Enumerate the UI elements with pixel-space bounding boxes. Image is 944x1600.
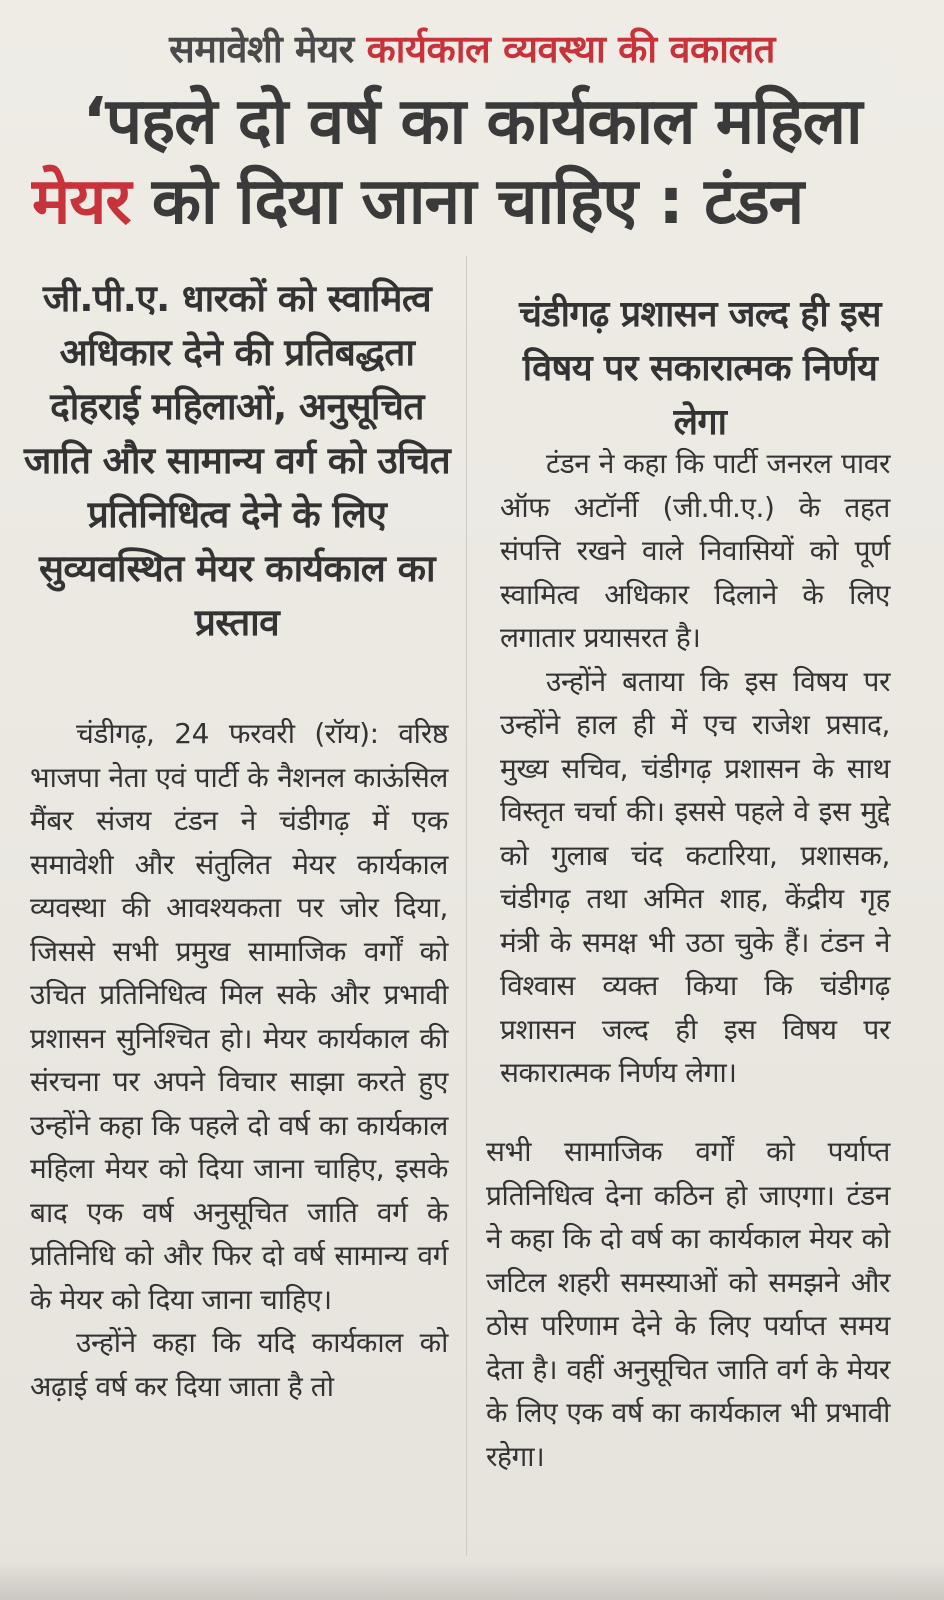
kicker-part-2: कार्यकाल व्यवस्था की वकालत — [366, 27, 775, 71]
right-paragraph-2: उन्होंने बताया कि इस विषय पर उन्होंने हाल ही में एच राजेश प्रसाद, मुख्य सचिव, चंडीगढ़ प्रशासन के साथ विस्तृत चर्चा की। इससे पहले वे इस मुद्दे को गुलाब चंद कटारिया, प्रशासक, चंडीगढ़ तथा अमित शाह, केंद्रीय गृह मंत्री के समक्ष भी उठा चुके हैं। टंडन ने विश्वास व्यक्त किया कि चंडीगढ़ प्रशासन जल्द ही इस विषय पर सकारात्मक निर्णय लेगा। — [500, 664, 890, 1089]
column-divider — [466, 256, 467, 1556]
deck-subheadline: जी.पी.ए. धारकों को स्वामित्व अधिकार देने की प्रतिबद्धता दोहराई महिलाओं, अनुसूचित जाति और सामान्य वर्ग को उचित प्रतिनिधित्व देने के लिए सुव्यवस्थित मेयर कार्यकाल का प्रस्ताव — [23, 277, 451, 644]
headline-line-1: ‘पहले दो वर्ष का कार्यकाल महिला — [82, 85, 862, 159]
headline-line-2 — [20, 165, 936, 239]
kicker-line — [0, 22, 944, 74]
right-subheadline: चंडीगढ़ प्रशासन जल्द ही इस विषय पर सकारात्मक निर्णय लेगा — [519, 294, 881, 443]
right-column-body-top — [500, 442, 890, 1095]
right-column-body-bottom — [486, 1130, 890, 1478]
left-column-body — [30, 712, 448, 1408]
left-paragraph-2: उन्होंने कहा कि यदि कार्यकाल को अढ़ाई वर्ष कर दिया जाता है तो — [30, 1326, 448, 1403]
bottom-edge-shadow — [0, 1560, 944, 1600]
left-paragraph-1: चंडीगढ़, 24 फरवरी (रॉय): वरिष्ठ भाजपा नेता एवं पार्टी के नैशनल काऊंसिल मैंबर संजय टंडन ने चंडीगढ़ में एक समावेशी और संतुलित मेयर कार्यकाल व्यवस्था की आवश्यकता पर जोर दिया, जिससे सभी प्रमुख सामाजिक वर्गों को उचित प्रतिनिधित्व मिल सके और प्रभावी प्रशासन सुनिश्चित हो। मेयर कार्यकाल की संरचना पर अपने विचार साझा करते हुए उन्होंने कहा कि पहले दो वर्ष का कार्यकाल महिला मेयर को दिया जाना चाहिए, इसके बाद एक वर्ष अनुसूचित जाति वर्ग के प्रतिनिधि को और फिर दो वर्ष सामान्य वर्ग के मेयर को दिया जाना चाहिए। — [30, 717, 448, 1316]
kicker-part-1: समावेशी मेयर — [169, 27, 367, 71]
headline-red-word: मेयर — [32, 165, 131, 239]
right-paragraph-3: सभी सामाजिक वर्गों को पर्याप्त प्रतिनिधित्व देना कठिन हो जाएगा। टंडन ने कहा कि दो वर्ष का कार्यकाल मेयर को जटिल शहरी समस्याओं को समझने और ठोस परिणाम देने के लिए पर्याप्त समय देता है। वहीं अनुसूचित जाति वर्ग के मेयर के लिए एक वर्ष का कार्यकाल भी प्रभावी रहेगा। — [486, 1135, 890, 1473]
headline-line-2-rest: को दिया जाना चाहिए : टंडन — [130, 165, 804, 239]
right-paragraph-1: टंडन ने कहा कि पार्टी जनरल पावर ऑफ अटॉर्नी (जी.पी.ए.) के तहत संपत्ति रखने वाले निवासियों को पूर्ण स्वामित्व अधिकार दिलाने के लिए लगातार प्रयासरत है। — [500, 447, 890, 654]
